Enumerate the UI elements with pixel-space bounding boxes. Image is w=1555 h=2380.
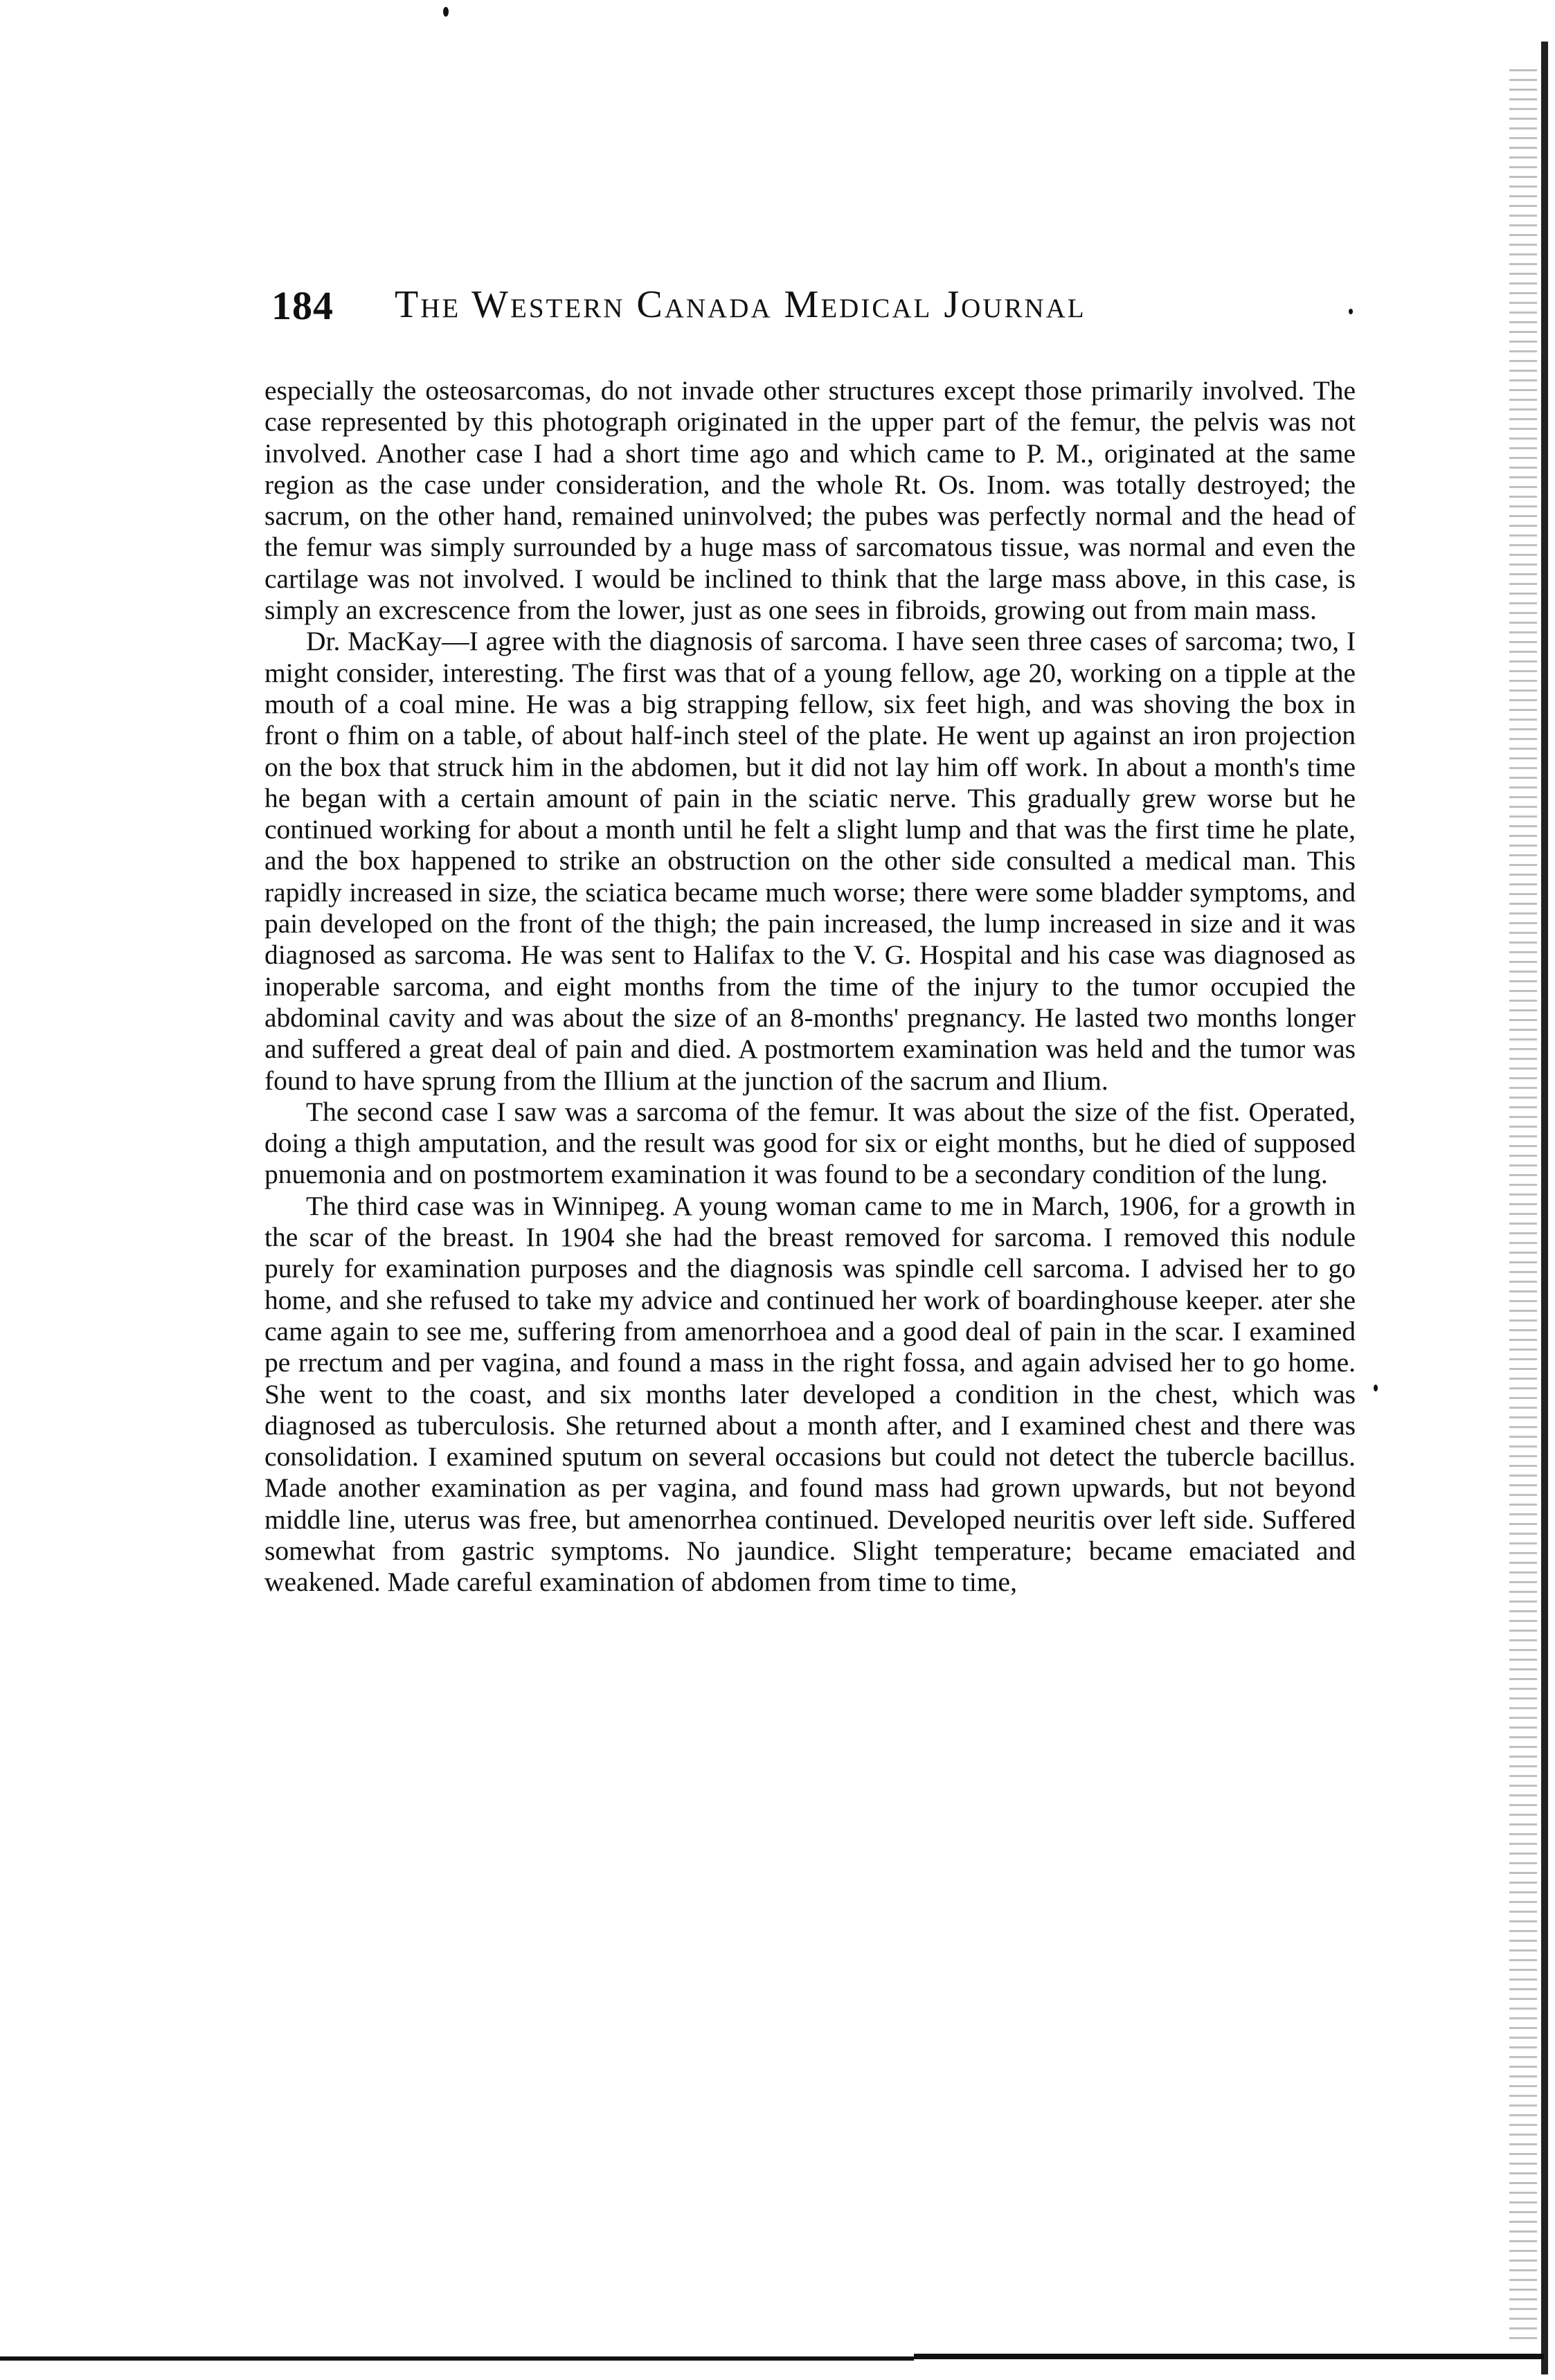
page-number: 184 (271, 283, 334, 328)
scan-bottom-rule (0, 2356, 914, 2361)
article-body (264, 375, 1356, 1598)
scan-speck (1349, 309, 1353, 314)
scan-bottom-rule-right (914, 2354, 1544, 2359)
scan-edge-noise (1509, 69, 1537, 2340)
scan-speck (443, 7, 449, 17)
page-header (271, 277, 1351, 339)
paragraph-second-case: The second case I saw was a sarcoma of the femur. It was about the size of the fist. Operated, doing a thigh amputation, and the result was good for six or eight months, but he died of supposed pnuemonia and on postmortem examination it was found to be a secondary condition of the lung. (264, 1096, 1356, 1190)
running-head: The Western Canada Medical Journal (395, 283, 1086, 326)
scan-right-edge (1541, 42, 1548, 2374)
paragraph-continuation: especially the osteosarcomas, do not invade other structures except those primarily involved. The case represented by this photograph originated in the upper part of the femur, the pelvis was not involved. Another case I had a short time ago and which came to P. M., originated at the same region as the case under consideration, and the whole Rt. Os. Inom. was totally destroyed; the sacrum, on the other hand, remained uninvolved; the pubes was perfectly normal and the head of the femur was simply surrounded by a huge mass of sarcomatous tissue, was normal and even the cartilage was not involved. I would be inclined to think that the large mass above, in this case, is simply an excrescence from the lower, just as one sees in fibroids, growing out from main mass. (264, 375, 1356, 626)
paragraph-mackay-remarks: Dr. MacKay—I agree with the diagnosis of sarcoma. I have seen three cases of sarcoma; two, I might consider, interesting. The first was that of a young fellow, age 20, working on a tipple at the mouth of a coal mine. He was a big strapping fellow, six feet high, and was shoving the box in front o fhim on a table, of about half-inch steel of the plate. He went up against an iron projection on the box that struck him in the abdomen, but it did not lay him off work. In about a month's time he began with a certain amount of pain in the sciatic nerve. This gradually grew worse but he continued working for about a month until he felt a slight lump and that was the first time he plate, and the box happened to strike an obstruction on the other side consulted a medical man. This rapidly increased in size, the sciatica became much worse; there were some bladder symptoms, and pain developed on the front of the thigh; the pain increased, the lump increased in size and it was diagnosed as sarcoma. He was sent to Halifax to the V. G. Hospital and his case was diagnosed as inoperable sarcoma, and eight months from the time of the injury to the tumor occupied the abdominal cavity and was about the size of an 8-months' pregnancy. He lasted two months longer and suffered a great deal of pain and died. A postmortem examination was held and the tumor was found to have sprung from the Illium at the junction of the sacrum and Ilium. (264, 626, 1356, 1096)
paragraph-third-case: The third case was in Winnipeg. A young woman came to me in March, 1906, for a growth in the scar of the breast. In 1904 she had the breast removed for sarcoma. I removed this nodule purely for examination purposes and the diagnosis was spindle cell sarcoma. I advised her to go home, and she refused to take my advice and continued her work of boardinghouse keeper. ater she came again to see me, suffering from amenorrhoea and a good deal of pain in the scar. I examined pe rrectum and per vagina, and found a mass in the right fossa, and again advised her to go home. She went to the coast, and six months later developed a condition in the chest, which was diagnosed as tuberculosis. She returned about a month after, and I examined chest and there was consolidation. I examined sputum on several occasions but could not detect the tubercle bacillus. Made another examination as per vagina, and found mass had grown upwards, but not beyond middle line, uterus was free, but amenorrhea continued. Developed neuritis over left side. Suffered somewhat from gastric symptoms. No jaundice. Slight temperature; became emaciated and weakened. Made careful examination of abdomen from time to time, (264, 1190, 1356, 1598)
scan-speck (1374, 1385, 1378, 1391)
